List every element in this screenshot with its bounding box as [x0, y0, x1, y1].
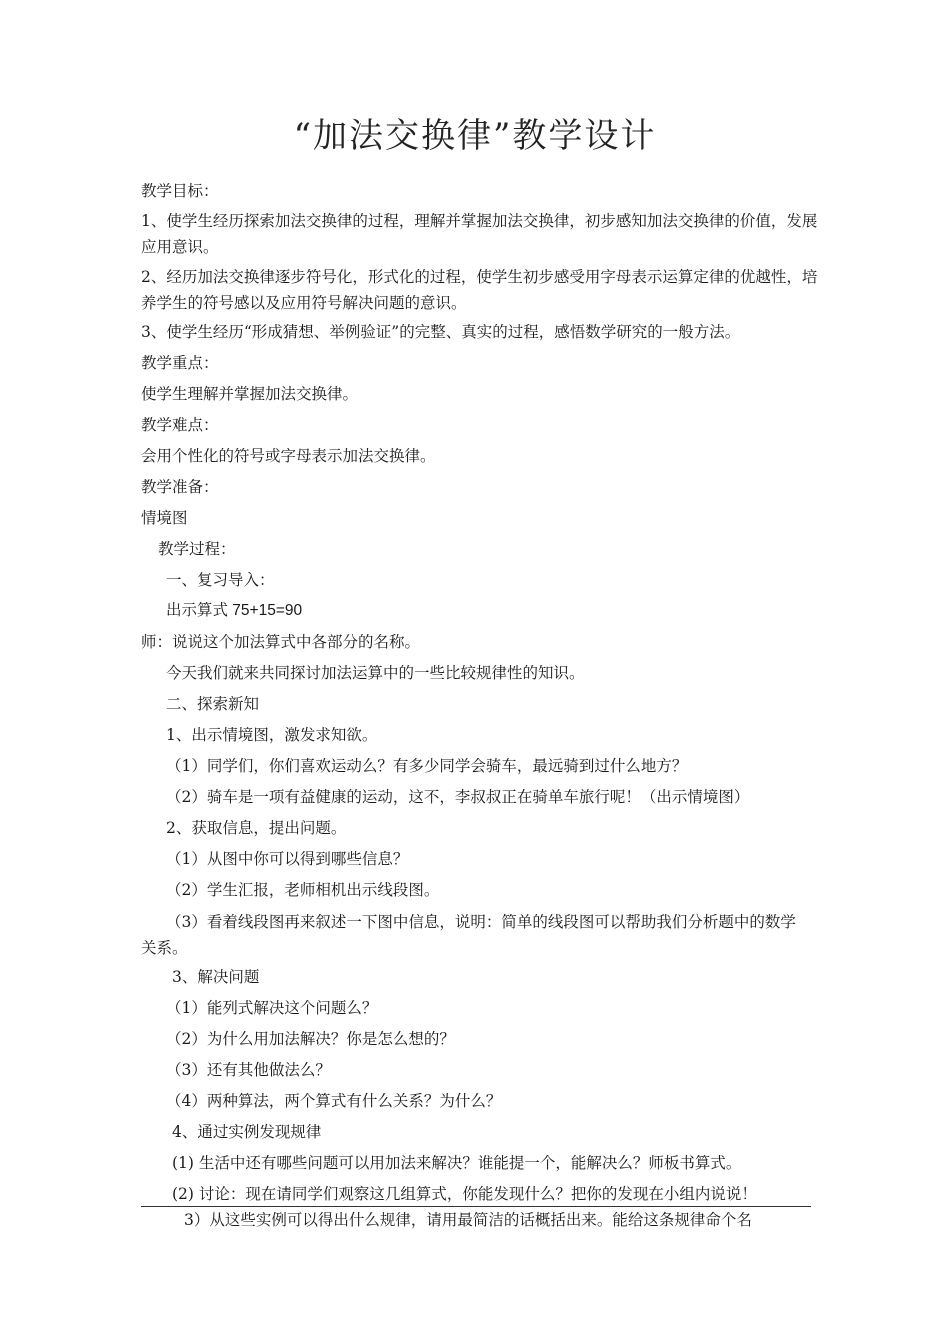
step-4: 4、通过实例发现规律 [172, 1123, 322, 1141]
goal-3: 3、使学生经历“形成猜想、举例验证”的完整、真实的过程，感悟数学研究的一般方法。 [141, 323, 741, 341]
goal-2: 2、经历加法交换律逐步符号化，形式化的过程，使学生初步感受用字母表示运算定律的优越性，培养学生的符号感以及应用符号解决问题的意识。 [141, 268, 818, 312]
review-heading: 一、复习导入： [166, 571, 275, 589]
step-4-q3: 3）从这些实例可以得出什么规律，请用最简洁的话概括出来。能给这条规律命个名 [184, 1211, 752, 1229]
explore-heading: 二、探索新知 [166, 695, 260, 713]
step-2: 2、获取信息，提出问题。 [166, 819, 347, 837]
document-title: “加法交换律”教学设计 [293, 116, 657, 156]
difficulty-text: 会用个性化的符号或字母表示加法交换律。 [141, 447, 436, 465]
prep-text: 情境图 [141, 509, 188, 527]
step-1-q2: （2）骑车是一项有益健康的运动，这不，李叔叔正在骑单车旅行呢！（出示情境图） [166, 788, 750, 806]
step-3-q1: （1）能列式解决这个问题么？ [166, 999, 378, 1017]
step-3-q2: （2）为什么用加法解决？你是怎么想的？ [166, 1030, 455, 1048]
difficulty-heading: 教学难点： [141, 416, 219, 434]
teacher-line: 师：说说这个加法算式中各部分的名称。 [141, 633, 421, 651]
step-2-q1: （1）从图中你可以得到哪些信息？ [166, 850, 409, 868]
step-2-q3: （3）看着线段图再来叙述一下图中信息，说明：简单的线段图可以帮助我们分析题中的数学关系。 [141, 913, 796, 957]
step-3-q3: （3）还有其他做法么？ [166, 1061, 331, 1079]
step-1-q1: （1）同学们，你们喜欢运动么？有多少同学会骑车，最远骑到过什么地方？ [166, 757, 688, 775]
prep-heading: 教学准备： [141, 478, 219, 496]
key-heading: 教学重点： [141, 354, 219, 372]
step-4-q1: (1) 生活中还有哪些问题可以用加法来解决？谁能提一个，能解决么？师板书算式。 [172, 1154, 742, 1172]
goals-heading: 教学目标： [141, 182, 219, 200]
review-formula: 出示算式 75+15=90 [166, 602, 303, 619]
key-text: 使学生理解并掌握加法交换律。 [141, 385, 359, 403]
step-3: 3、解决问题 [172, 968, 260, 986]
process-heading: 教学过程： [158, 540, 236, 558]
step-1: 1、出示情境图，激发求知欲。 [166, 726, 378, 744]
step-2-q2: （2）学生汇报，老师相机出示线段图。 [166, 881, 440, 899]
goal-1: 1、使学生经历探索加法交换律的过程，理解并掌握加法交换律，初步感知加法交换律的价值，发展应用意识。 [141, 212, 818, 256]
step-4-q2: (2) 讨论：现在请同学们观察这几组算式，你能发现什么？把你的发现在小组内说说！ [172, 1185, 757, 1203]
step-3-q4: （4）两种算法，两个算式有什么关系？为什么？ [166, 1092, 502, 1110]
today-line: 今天我们就来共同探讨加法运算中的一些比较规律性的知识。 [166, 664, 585, 682]
